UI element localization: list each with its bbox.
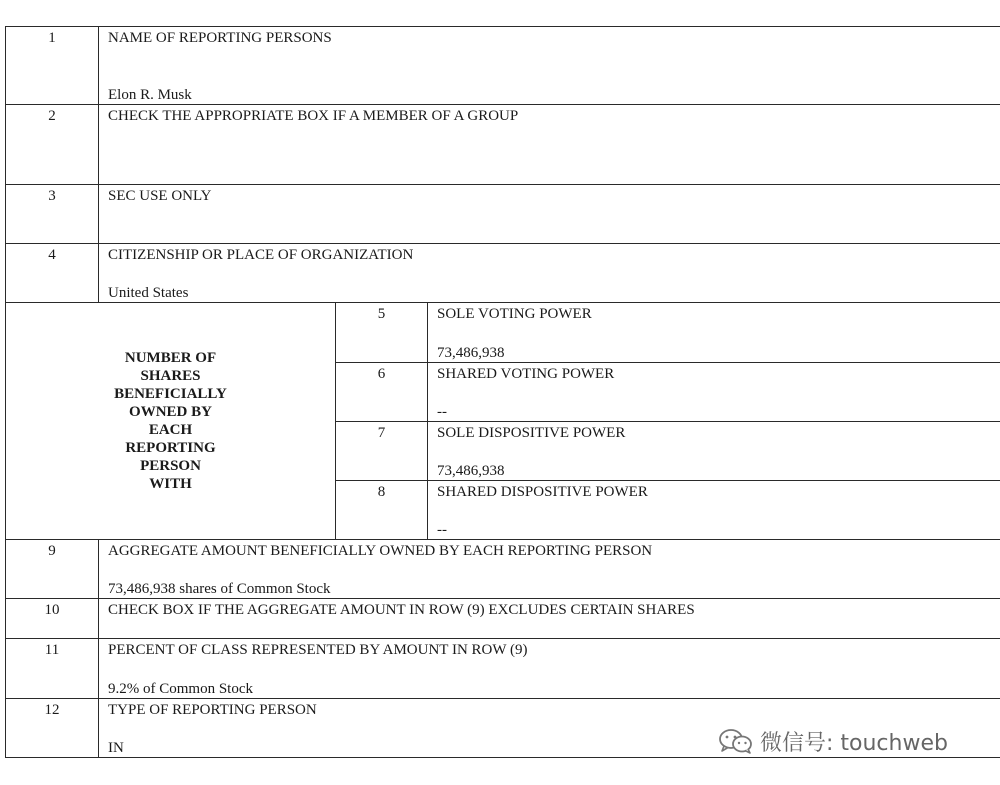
row-label: TYPE OF REPORTING PERSON [108, 702, 317, 718]
form-row-1 [6, 27, 1000, 105]
row-content [99, 540, 1000, 599]
row-number: 2 [6, 105, 99, 185]
shares-beneficially-owned-label [6, 303, 336, 540]
shared-dispositive-power-value: -- [437, 522, 447, 538]
row-number: 10 [6, 599, 99, 639]
shares-label-line: NUMBER OF [124, 350, 217, 366]
shares-label-line: PERSON [140, 458, 201, 474]
aggregate-amount-value: 73,486,938 shares of Common Stock [108, 581, 331, 597]
row-label: CHECK THE APPROPRIATE BOX IF A MEMBER OF A GROUP [108, 108, 519, 124]
row-number: 4 [6, 244, 99, 303]
wechat-watermark [718, 726, 952, 756]
shares-label-line: SHARES [140, 368, 201, 384]
row-label: PERCENT OF CLASS REPRESENTED BY AMOUNT IN ROW (9) [108, 642, 528, 658]
row-number: 11 [6, 639, 99, 699]
beneficial-ownership-form [5, 26, 1000, 758]
shares-label-line: BENEFICIALLY [114, 386, 227, 402]
watermark-text: 微信号: touchweb [760, 730, 948, 756]
row-label: SEC USE ONLY [108, 188, 212, 204]
row-content [99, 185, 1000, 244]
row-number: 6 [336, 363, 428, 422]
sole-dispositive-power-value: 73,486,938 [437, 463, 505, 479]
sole-voting-power-value: 73,486,938 [437, 345, 505, 361]
row-number: 8 [336, 481, 428, 540]
reporting-person-type-value: IN [108, 740, 124, 756]
row-number: 3 [6, 185, 99, 244]
form-row-3 [6, 185, 1000, 244]
row-content [99, 244, 1000, 303]
form-row-4 [6, 244, 1000, 303]
shares-label-line: REPORTING [125, 440, 216, 456]
row-content [99, 27, 1000, 105]
form-row-2 [6, 105, 1000, 185]
row-number: 12 [6, 699, 99, 758]
shared-voting-power-value: -- [437, 404, 447, 420]
form-row-5 [6, 303, 1000, 363]
citizenship-value: United States [108, 285, 189, 301]
row-label: CITIZENSHIP OR PLACE OF ORGANIZATION [108, 247, 414, 263]
row-label: AGGREGATE AMOUNT BENEFICIALLY OWNED BY EACH REPORTING PERSON [108, 543, 653, 559]
row-number: 5 [336, 303, 428, 363]
row-label: NAME OF REPORTING PERSONS [108, 30, 332, 46]
row-label: SOLE VOTING POWER [437, 306, 592, 322]
row-number: 1 [6, 27, 99, 105]
row-number: 7 [336, 422, 428, 481]
row-label: CHECK BOX IF THE AGGREGATE AMOUNT IN ROW (9) EXCLUDES CERTAIN SHARES [108, 602, 695, 618]
row-label: SHARED VOTING POWER [437, 366, 615, 382]
percent-of-class-value: 9.2% of Common Stock [108, 681, 253, 697]
form-row-10 [6, 599, 1000, 639]
row-content [99, 105, 1000, 185]
form-row-11 [6, 639, 1000, 699]
row-content [428, 422, 1000, 481]
row-content [99, 599, 1000, 639]
row-content [99, 639, 1000, 699]
row-label: SOLE DISPOSITIVE POWER [437, 425, 626, 441]
row-content [428, 303, 1000, 363]
row-number: 9 [6, 540, 99, 599]
form-row-9 [6, 540, 1000, 599]
row-label: SHARED DISPOSITIVE POWER [437, 484, 648, 500]
row-content [428, 363, 1000, 422]
row-content [428, 481, 1000, 540]
shares-label-line: OWNED BY [129, 404, 212, 420]
shares-label-line: EACH [148, 422, 193, 438]
shares-label-line: WITH [149, 476, 192, 492]
reporting-person-name: Elon R. Musk [108, 87, 192, 103]
wechat-icon [718, 728, 754, 754]
